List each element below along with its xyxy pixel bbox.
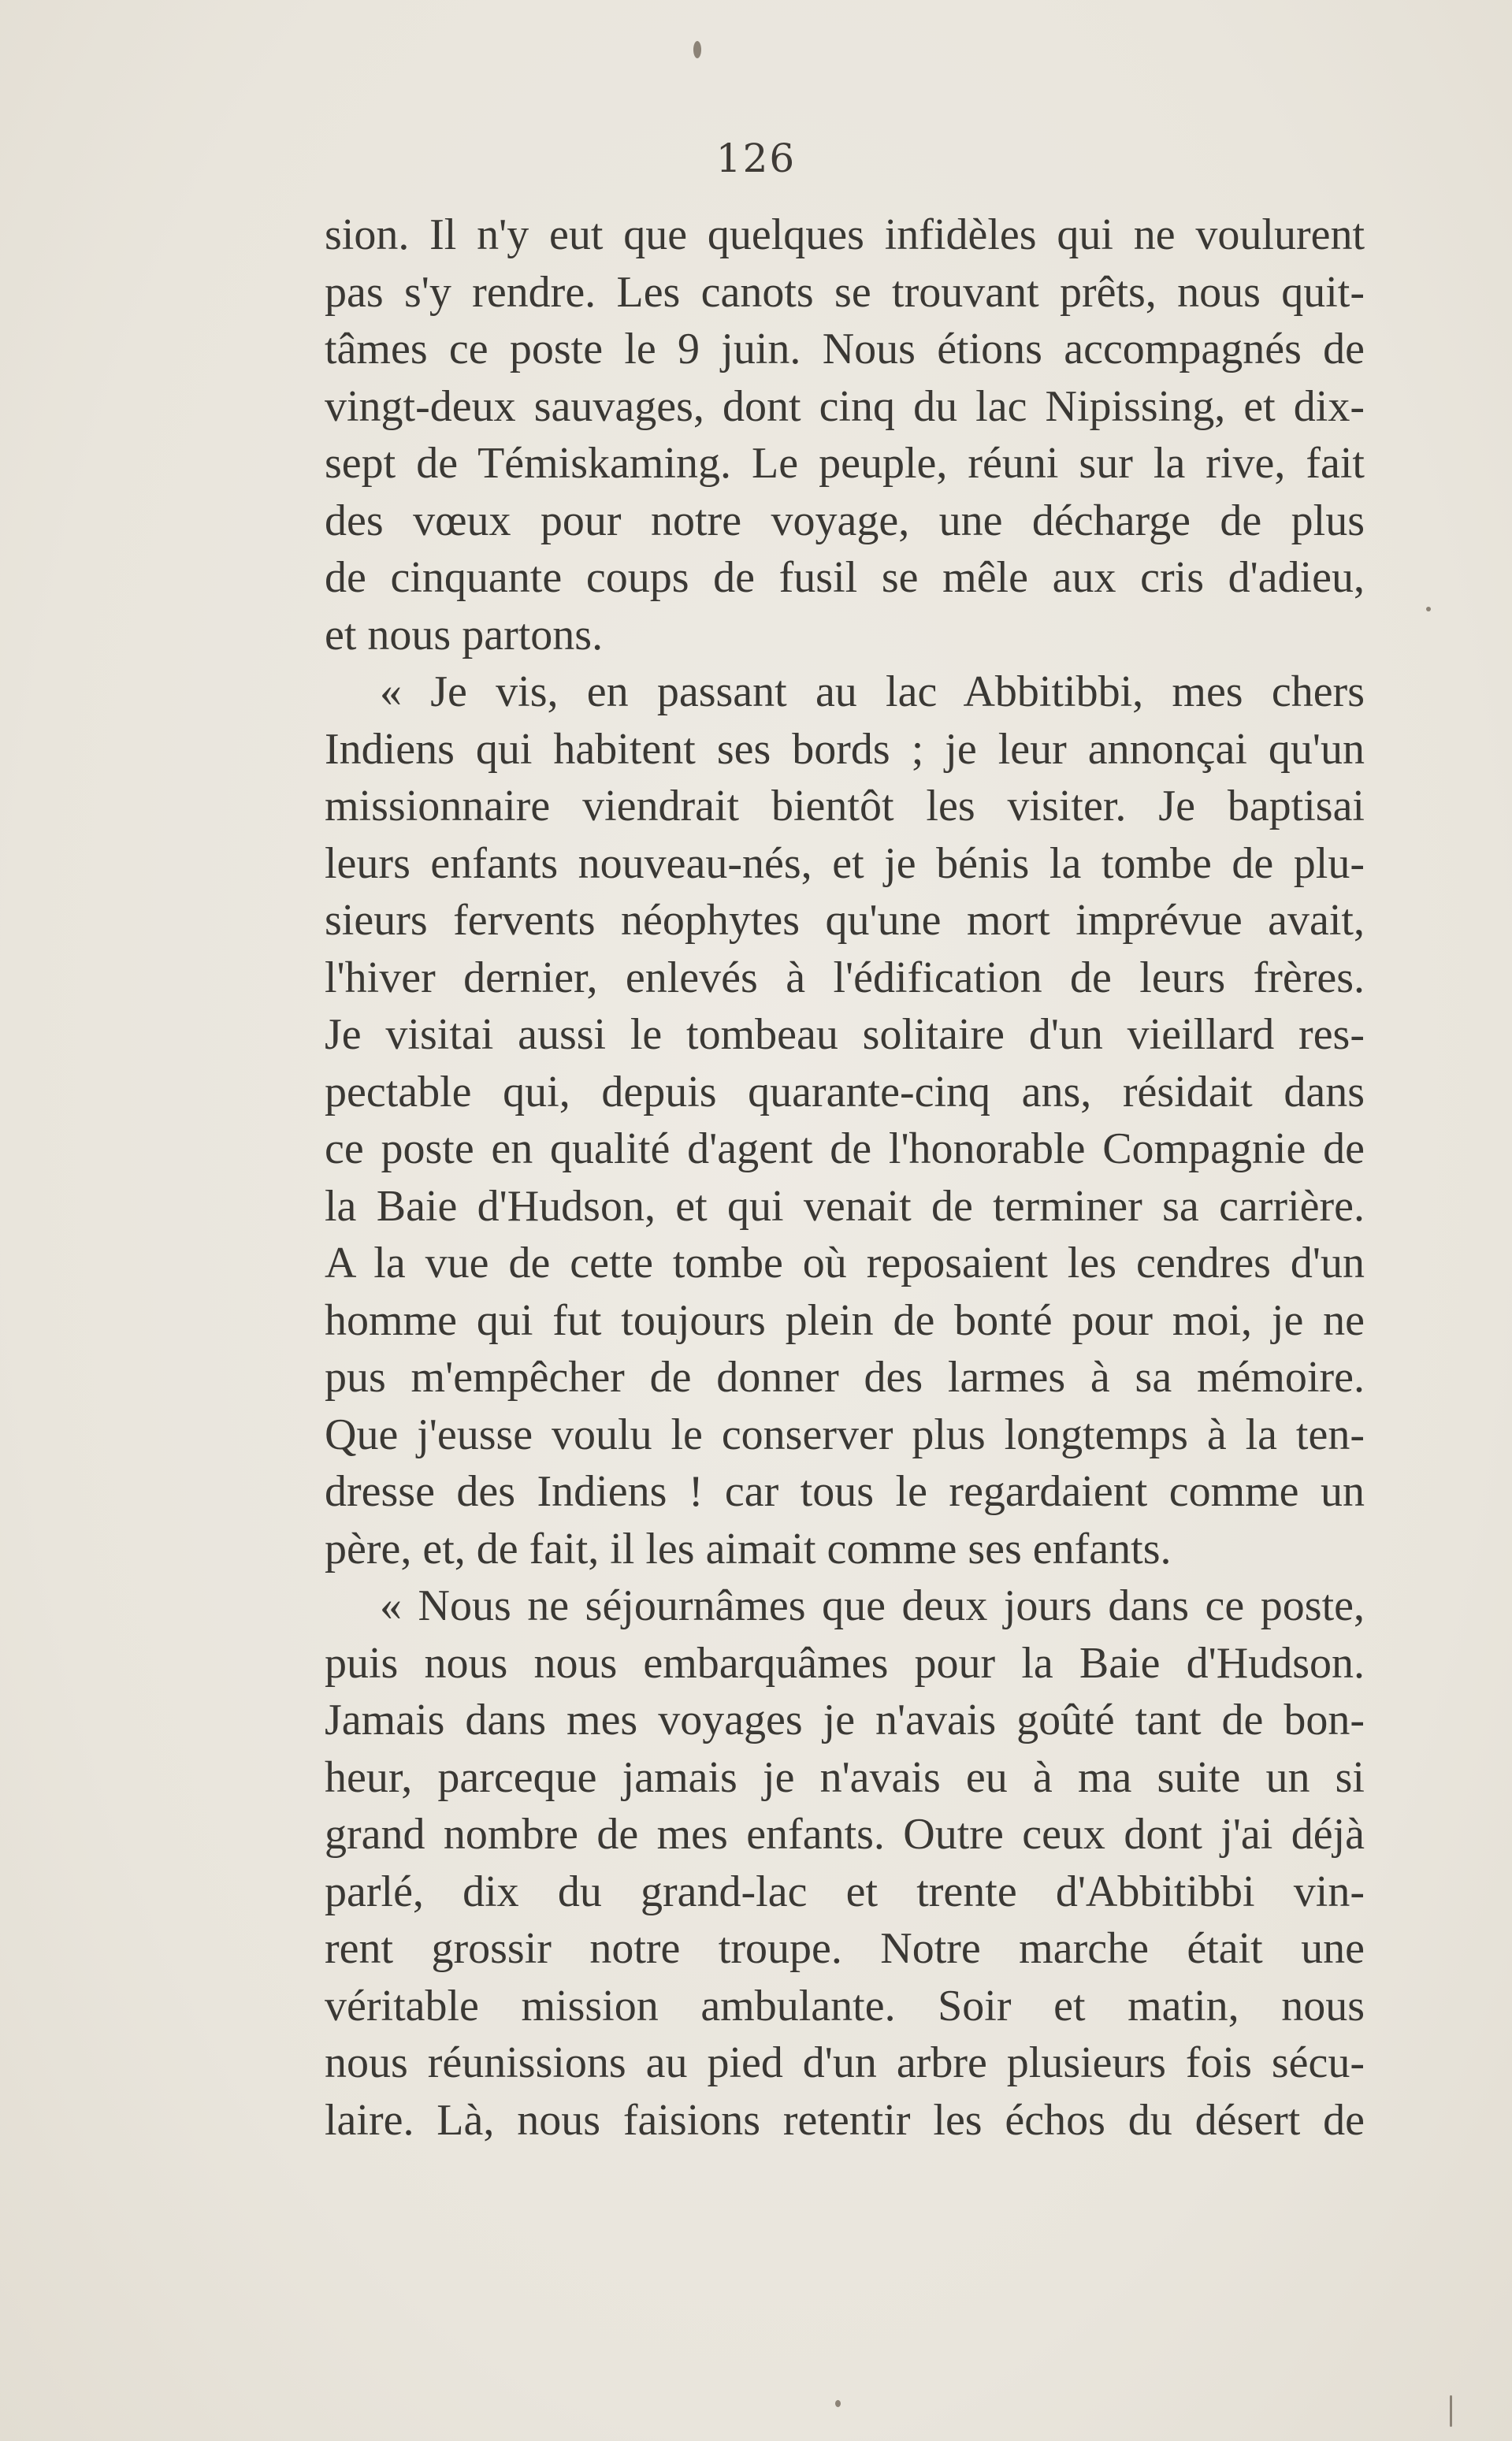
text-line: sept de Témiskaming. Le peuple, réuni sur la rive, fait	[325, 439, 1365, 488]
text-line: A la vue de cette tombe où reposaient les cendres d'un	[325, 1239, 1365, 1287]
text-line: pus m'empêcher de donner des larmes à sa mémoire.	[325, 1353, 1365, 1402]
ink-speck	[693, 41, 701, 58]
text-line: de cinquante coups de fusil se mêle aux cris d'adieu,	[325, 553, 1365, 602]
text-line: l'hiver dernier, enlevés à l'édification de leurs frères.	[325, 953, 1365, 1002]
text-line: Jamais dans mes voyages je n'avais goûté tant de bon-	[325, 1696, 1365, 1744]
text-line: des vœux pour notre voyage, une décharge de plus	[325, 496, 1365, 545]
text-line: « Je vis, en passant au lac Abbitibbi, mes chers	[380, 667, 1365, 716]
text-line: homme qui fut toujours plein de bonté pour moi, je ne	[325, 1295, 1365, 1345]
text-line: véritable mission ambulante. Soir et matin, nous	[325, 1981, 1365, 2030]
text-line: et nous partons.	[325, 610, 604, 659]
text-line: laire. Là, nous faisions retentir les échos du désert de	[325, 2095, 1365, 2145]
body-text	[325, 206, 1365, 2149]
text-line: sieurs fervents néophytes qu'une mort imprévue avait,	[325, 896, 1365, 945]
text-line: Indiens qui habitent ses bords ; je leur annonçai qu'un	[325, 724, 1365, 774]
text-line: tâmes ce poste le 9 juin. Nous étions accompagnés de	[325, 325, 1365, 373]
text-line: rent grossir notre troupe. Notre marche était une	[325, 1924, 1365, 1973]
text-line: la Baie d'Hudson, et qui venait de terminer sa carrière.	[325, 1181, 1365, 1231]
text-line: leurs enfants nouveau-nés, et je bénis la tombe de plu-	[325, 838, 1365, 888]
text-line: « Nous ne séjournâmes que deux jours dans ce poste,	[380, 1581, 1365, 1630]
text-line: ce poste en qualité d'agent de l'honorable Compagnie de	[325, 1124, 1365, 1173]
ink-speck	[1426, 607, 1431, 611]
text-line: Que j'eusse voulu le conserver plus longtemps à la ten-	[325, 1410, 1365, 1459]
text-line: père, et, de fait, il les aimait comme ses enfants.	[325, 1524, 1172, 1573]
text-line: vingt-deux sauvages, dont cinq du lac Nipissing, et dix-	[325, 381, 1365, 431]
text-line: pas s'y rendre. Les canots se trouvant prêts, nous quit-	[325, 267, 1365, 317]
text-line: grand nombre de mes enfants. Outre ceux dont j'ai déjà	[325, 1810, 1365, 1859]
text-line: dresse des Indiens ! car tous le regardaient comme un	[325, 1467, 1365, 1516]
text-line: Je visitai aussi le tombeau solitaire d'un vieillard res-	[325, 1010, 1365, 1059]
text-line: parlé, dix du grand-lac et trente d'Abbitibbi vin-	[325, 1867, 1365, 1916]
text-line: pectable qui, depuis quarante-cinq ans, résidait dans	[325, 1067, 1365, 1116]
ink-speck	[1450, 2395, 1452, 2427]
text-line: sion. Il n'y eut que quelques infidèles qui ne voulurent	[325, 210, 1365, 259]
text-line: nous réunissions au pied d'un arbre plusieurs fois sécu-	[325, 2038, 1365, 2087]
text-line: missionnaire viendrait bientôt les visiter. Je baptisai	[325, 782, 1365, 830]
page-number: 126	[715, 136, 797, 181]
text-line: heur, parceque jamais je n'avais eu à ma suite un si	[325, 1752, 1365, 1802]
text-line: puis nous nous embarquâmes pour la Baie d'Hudson.	[325, 1638, 1365, 1688]
ink-speck	[835, 2400, 841, 2407]
